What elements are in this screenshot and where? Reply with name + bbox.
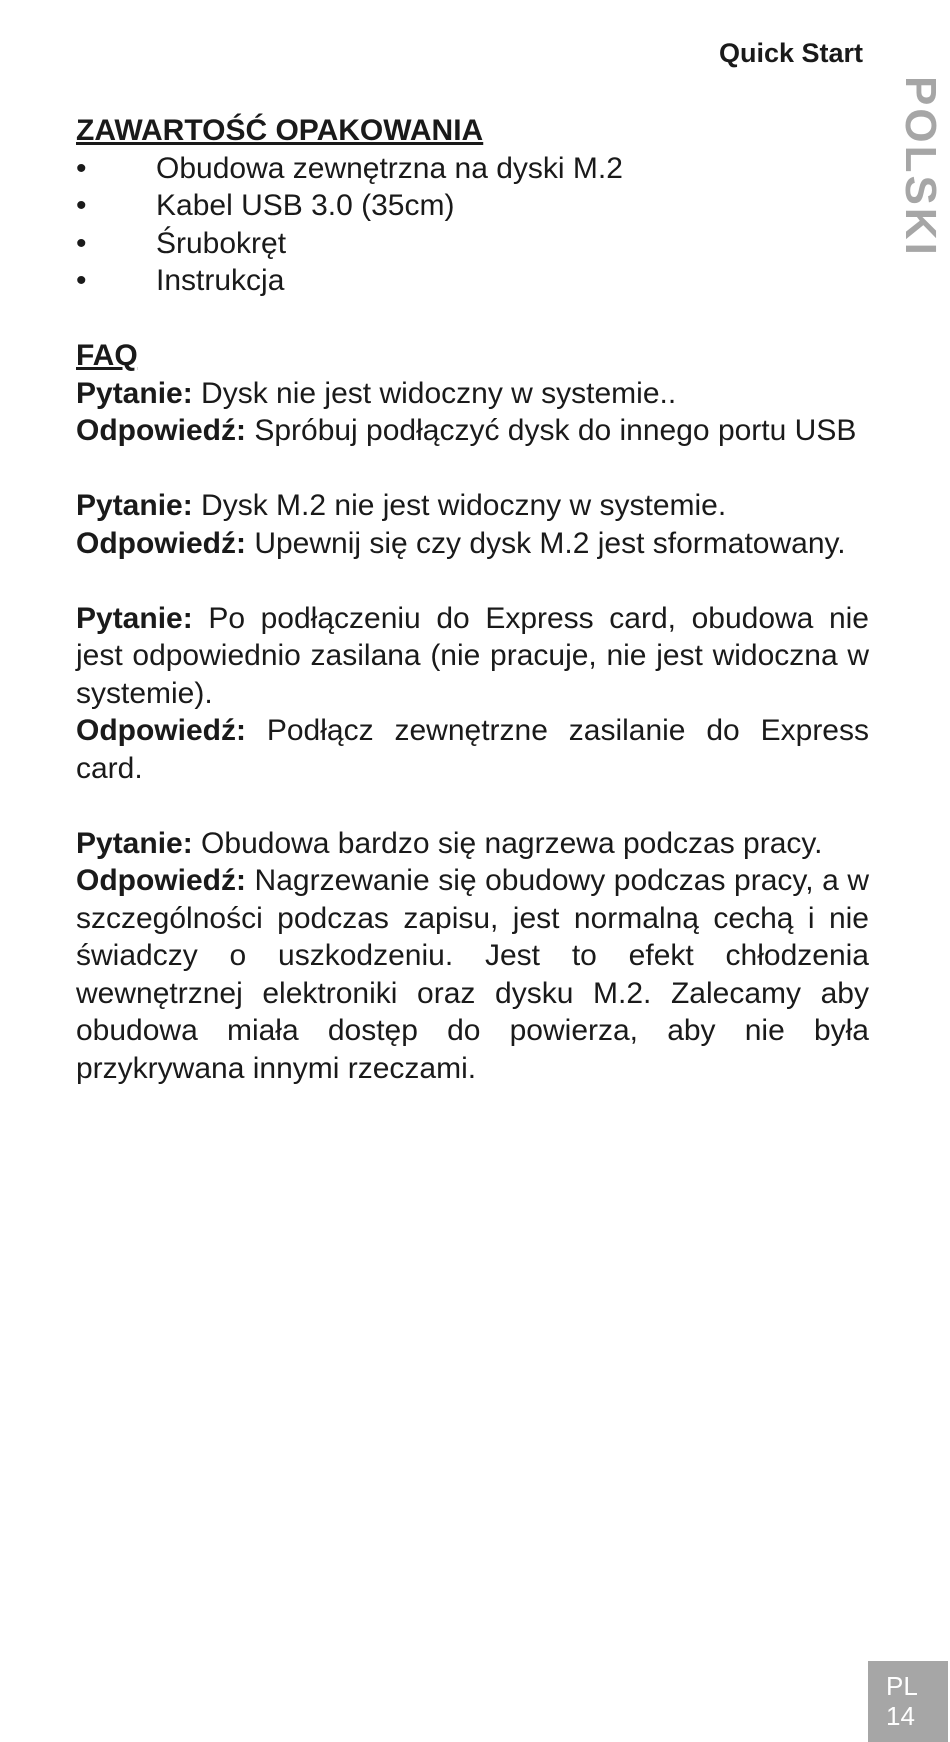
- faq-entry: [76, 375, 869, 450]
- faq-question: [76, 375, 869, 413]
- language-side-tab: [896, 76, 945, 258]
- list-item-text: Śrubokręt: [156, 226, 287, 260]
- faq-entry: [76, 825, 869, 1088]
- faq-answer: [76, 712, 869, 787]
- faq-section-title: FAQ: [76, 339, 138, 372]
- language-side-label: POLSKI: [896, 76, 945, 258]
- list-item-text: Obudowa zewnętrzna na dyski M.2: [156, 151, 623, 185]
- bullet-icon: •: [76, 189, 87, 222]
- answer-text: Podłącz zewnętrzne zasilanie do Express card.: [76, 714, 869, 785]
- contents-section-title: ZAWARTOŚĆ OPAKOWANIA: [76, 114, 484, 147]
- faq-entry: [76, 487, 869, 562]
- faq-question: [76, 487, 869, 525]
- bullet-icon: •: [76, 226, 87, 260]
- page-content: [76, 112, 869, 1087]
- faq-question: [76, 600, 869, 713]
- page-number: 14: [886, 1701, 915, 1731]
- list-item: [76, 225, 869, 263]
- question-label: Pytanie:: [76, 489, 193, 522]
- answer-label: Odpowiedź:: [76, 714, 246, 747]
- question-label: Pytanie:: [76, 601, 193, 635]
- page-number-tab: [868, 1661, 948, 1742]
- list-item: [76, 150, 869, 188]
- question-text: Dysk nie jest widoczny w systemie..: [192, 376, 677, 410]
- question-text: Dysk M.2 nie jest widoczny w systemie.: [192, 489, 727, 522]
- answer-text: Spróbuj podłączyć dysk do innego portu USB: [245, 414, 857, 447]
- faq-answer: [76, 525, 869, 563]
- answer-label: Odpowiedź:: [76, 864, 246, 897]
- page-header-title: Quick Start: [718, 38, 863, 68]
- list-item-text: Instrukcja: [156, 264, 285, 297]
- answer-label: Odpowiedź:: [76, 526, 246, 560]
- page-lang-code: PL: [886, 1671, 918, 1701]
- answer-label: Odpowiedź:: [76, 414, 246, 447]
- question-label: Pytanie:: [76, 376, 193, 410]
- bullet-icon: •: [76, 264, 87, 297]
- question-text: Obudowa bardzo się nagrzewa podczas pracy.: [192, 826, 823, 860]
- answer-text: Upewnij się czy dysk M.2 jest sformatowany.: [245, 526, 846, 560]
- bullet-icon: •: [76, 151, 87, 185]
- list-item: [76, 187, 869, 225]
- list-item-text: Kabel USB 3.0 (35cm): [156, 189, 455, 222]
- answer-text: Nagrzewanie się obudowy podczas pracy, a w szczególności podczas zapisu, jest normalną cechą i nie świadczy o uszkodzeniu. Jest to efekt chłodzenia wewnętrznej elektroniki oraz dysku M.2. Zalecamy aby obudowa miała dostęp do powierza, aby nie była przykrywana innymi rzeczami.: [76, 864, 869, 1085]
- contents-list: [76, 150, 869, 300]
- question-label: Pytanie:: [76, 826, 193, 860]
- question-text: Po podłączeniu do Express card, obudowa nie jest odpowiednio zasilana (nie pracuje, nie jest widoczna w systemie).: [76, 601, 869, 710]
- faq-answer: [76, 412, 869, 450]
- list-item: [76, 262, 869, 300]
- faq-question: [76, 825, 869, 863]
- faq-answer: [76, 862, 869, 1087]
- faq-entry: [76, 600, 869, 788]
